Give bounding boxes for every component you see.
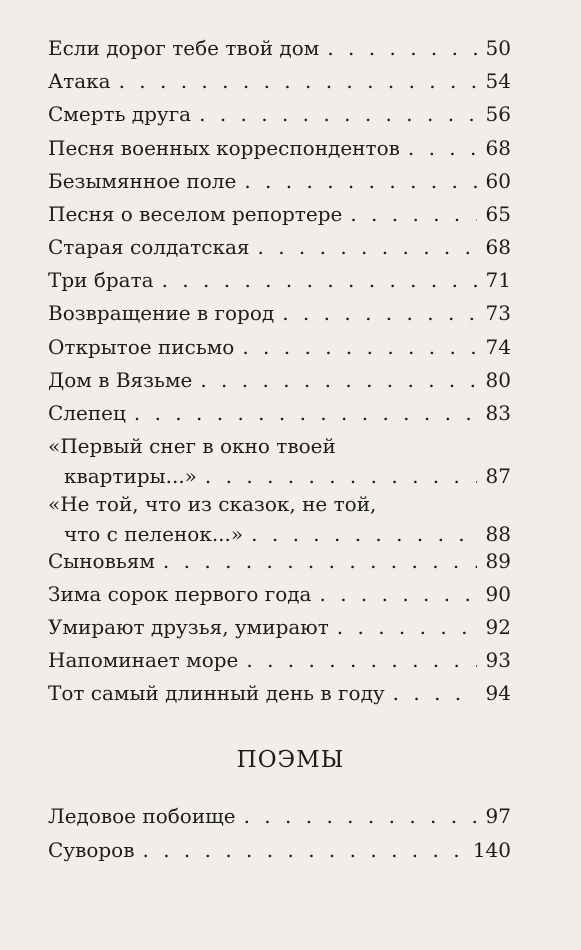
dot-leader <box>142 838 466 862</box>
dot-leader <box>350 202 477 226</box>
dot-leader <box>205 464 477 488</box>
toc-entry <box>48 301 511 325</box>
toc-entry-title: Открытое письмо <box>48 335 235 359</box>
dot-leader <box>162 268 477 292</box>
toc-entry-title: Три брата <box>48 268 154 292</box>
toc-entry <box>48 648 511 672</box>
toc-entry-multiline <box>48 434 511 488</box>
toc-entry <box>48 335 511 359</box>
toc-entry-page: 94 <box>485 681 511 705</box>
toc-entry <box>48 69 511 93</box>
dot-leader <box>251 522 477 546</box>
dot-leader <box>282 301 477 325</box>
toc-entry-page: 71 <box>485 268 511 292</box>
dot-leader <box>319 582 477 606</box>
toc-entry-page: 89 <box>485 549 511 573</box>
dot-leader <box>134 401 477 425</box>
dot-leader <box>393 681 477 705</box>
toc-entry <box>48 169 511 193</box>
dot-leader <box>200 368 477 392</box>
toc-entry-title: Зима сорок первого года <box>48 582 312 606</box>
toc-entry-title: Смерть друга <box>48 102 192 126</box>
toc-entry <box>48 549 511 573</box>
toc-entry-page: 65 <box>485 202 511 226</box>
toc-entry-title: Сыновьям <box>48 549 155 573</box>
toc-entry <box>48 401 511 425</box>
toc-entry <box>48 681 511 705</box>
toc-entry-page: 68 <box>485 235 511 259</box>
toc-entry-title: Безымянное поле <box>48 169 237 193</box>
toc-entry-title: Песня о веселом репортере <box>48 202 343 226</box>
dot-leader <box>163 549 477 573</box>
toc-entry-title-line1: «Первый снег в окно твоей <box>48 434 336 458</box>
dot-leader <box>246 648 477 672</box>
toc-entry-title: Умирают друзья, умирают <box>48 615 329 639</box>
toc-entry-title: Напоминает море <box>48 648 239 672</box>
toc-entry-page: 97 <box>485 804 511 828</box>
dot-leader <box>199 102 477 126</box>
toc-entry <box>48 838 511 862</box>
toc-entry-page: 56 <box>485 102 511 126</box>
toc-entry-page: 93 <box>485 648 511 672</box>
toc-entry <box>48 102 511 126</box>
toc-entry-title-line1: «Не той, что из сказок, не той, <box>48 492 377 516</box>
toc-entry-page: 92 <box>485 615 511 639</box>
toc-entry-page: 83 <box>485 401 511 425</box>
section-heading: ПОЭМЫ <box>236 747 345 773</box>
toc-entry-title: Возвращение в город <box>48 301 275 325</box>
toc-entry-title: Тот самый длинный день в году <box>48 681 385 705</box>
toc-entry-page: 90 <box>485 582 511 606</box>
toc-entry <box>48 235 511 259</box>
toc-entry-multiline <box>48 492 511 546</box>
toc-entry-page: 74 <box>485 335 511 359</box>
dot-leader <box>244 169 477 193</box>
dot-leader <box>242 335 477 359</box>
dot-leader <box>327 36 477 60</box>
toc-entry <box>48 136 511 160</box>
toc-entry-title: Слепец <box>48 401 126 425</box>
toc-entry <box>48 268 511 292</box>
toc-entry-page: 60 <box>485 169 511 193</box>
toc-entry-page: 68 <box>485 136 511 160</box>
toc-entry-title: Суворов <box>48 838 135 862</box>
toc-entry-title-line2: квартиры...» <box>64 464 197 488</box>
toc-entry-title: Атака <box>48 69 111 93</box>
toc-entry-title: Песня военных корреспондентов <box>48 136 400 160</box>
toc-entry <box>48 582 511 606</box>
toc-entry-title: Если дорог тебе твой дом <box>48 36 320 60</box>
toc-entry <box>48 804 511 828</box>
toc-entry <box>48 615 511 639</box>
toc-entry-page: 88 <box>485 522 511 546</box>
toc-entry <box>48 202 511 226</box>
toc-entry-page: 73 <box>485 301 511 325</box>
toc-entry-title: Ледовое побоище <box>48 804 236 828</box>
toc-entry-page: 140 <box>472 838 511 862</box>
toc-entry-title: Старая солдатская <box>48 235 250 259</box>
dot-leader <box>408 136 477 160</box>
toc-entry-title-line2: что с пеленок...» <box>64 522 244 546</box>
toc-entry-page: 87 <box>485 464 511 488</box>
dot-leader <box>257 235 477 259</box>
toc-entry-title: Дом в Вязьме <box>48 368 193 392</box>
toc-entry-page: 54 <box>485 69 511 93</box>
dot-leader <box>244 804 477 828</box>
toc-entry <box>48 36 511 60</box>
dot-leader <box>119 69 477 93</box>
toc-entry-page: 80 <box>485 368 511 392</box>
dot-leader <box>337 615 477 639</box>
toc-entry <box>48 368 511 392</box>
toc-entry-page: 50 <box>485 36 511 60</box>
